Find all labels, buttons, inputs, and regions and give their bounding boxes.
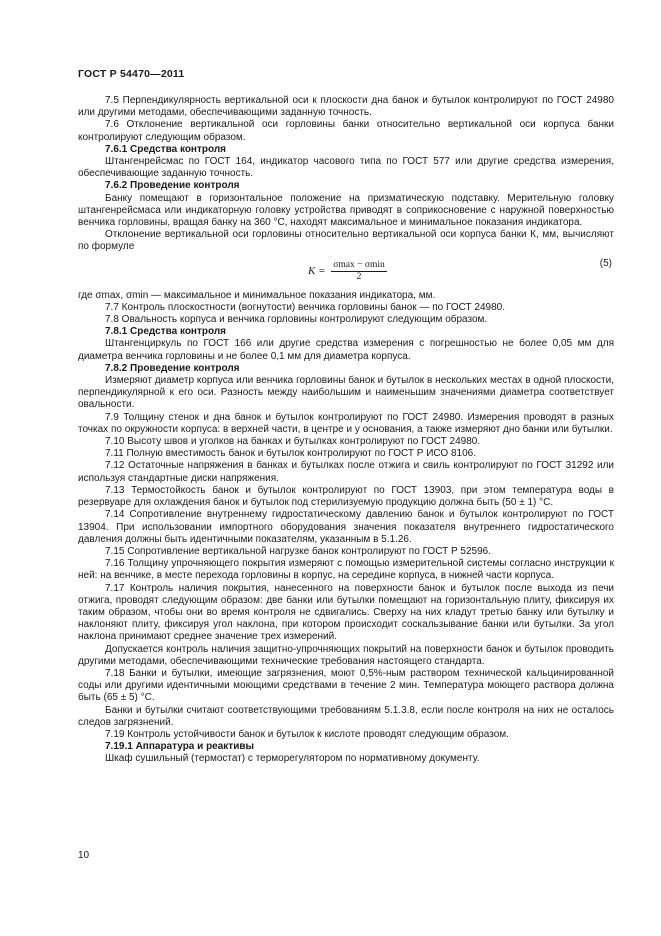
paragraph: 7.6 Отклонение вертикальной оси горловины банки относительно вертикальной оси корпуса банки контролируют следующим образом. <box>78 119 614 143</box>
paragraph: 7.17 Контроль наличия покрытия, нанесенного на поверхности банок и бутылок после выхода из печи отжига, проводят следующим образом: две банки или бутылки помещают на горизонтальную плиту, фиксируя их таким образом, чтобы они во время контроля не сдвигались. Сверху на них кладут третью банку или бутылку и наклоняют плиту, фиксируя угол наклона, при котором происходит соскальзывание банки или бутылки. За угол наклона принимают среднее значение трех измерений. <box>78 582 614 643</box>
paragraph: 7.5 Перпендикулярность вертикальной оси к плоскости дна банок и бутылок контролируют по ГОСТ 24980 или другими методами, обеспечивающими заданную точность. <box>78 95 614 119</box>
paragraph: 7.14 Сопротивление внутреннему гидростатическому давлению банок и бутылок контролируют по ГОСТ 13904. При использовании импортного оборудования значения показателя внутреннего гидростатического давления должны быть идентичными показателям, указанным в 5.1.26. <box>78 509 614 545</box>
paragraph: 7.13 Термостойкость банок и бутылок контролируют по ГОСТ 13903, при этом температура воды в резервуаре для охлаждения банок и бутылок под стерилизуемую продукцию должна быть (50 ± 1) °С. <box>78 484 614 509</box>
paragraph: 7.8 Овальность корпуса и венчика горловины контролируют следующим образом. <box>105 314 488 326</box>
document-header: ГОСТ Р 54470—2011 <box>78 68 185 80</box>
section-heading: 7.6.2 Проведение контроля <box>105 180 240 192</box>
paragraph: 7.19 Контроль устойчивости банок и бутылок к кислоте проводят следующим образом. <box>105 728 509 740</box>
formula-note: где σmax, σmin — максимальное и минимальное показания индикатора, мм. <box>78 289 436 301</box>
paragraph: Отклонение вертикальной оси горловины относительно вертикальной оси корпуса банки К, мм, вычисляют по формуле <box>78 229 614 253</box>
paragraph: Штангенрейсмас по ГОСТ 164, индикатор часового типа по ГОСТ 577 или другие средства измерения, обеспечивающие заданную точность. <box>78 156 614 180</box>
section-heading: 7.6.1 Средства контроля <box>105 143 227 155</box>
formula-5 <box>78 256 614 286</box>
formula-denominator: 2 <box>356 271 362 282</box>
paragraph: Измеряют диаметр корпуса или венчика горловины банок и бутылок в нескольких местах в одной плоскости, перпендикулярной к его оси. Разность между наибольшим и наименьшим значениями диаметра соответствует овальности. <box>78 375 614 411</box>
formula-fraction <box>331 260 387 283</box>
paragraph: 7.7 Контроль плоскостности (вогнутости) венчика горловины банок — по ГОСТ 24980. <box>105 301 505 313</box>
paragraph: 7.18 Банки и бутылки, имеющие загрязнения, моют 0,5%-ным раствором технической кальцинированной соды или другими идентичными моющими средствами в течение 2 мин. Температура моющего раствора должна быть (65 ± 5) °С. <box>78 667 614 704</box>
formula-expression <box>308 260 387 283</box>
paragraph: Штангенциркуль по ГОСТ 166 или другие средства измерения с погрешностью не более 0,05 мм для диаметра венчика горловины и не более 0,1 мм для диаметра корпуса. <box>78 338 614 362</box>
paragraph: 7.11 Полную вместимость банок и бутылок контролируют по ГОСТ Р ИСО 8106. <box>105 448 477 460</box>
formula-number: (5) <box>599 257 612 269</box>
paragraph: 7.15 Сопротивление вертикальной нагрузке банок контролируют по ГОСТ Р 52596. <box>105 545 492 557</box>
section-heading: 7.8.2 Проведение контроля <box>105 362 240 374</box>
paragraphs-section-a <box>78 95 614 254</box>
paragraph: 7.9 Толщину стенок и дна банок и бутылок контролируют по ГОСТ 24980. Измерения проводят в разных точках по окружности корпуса: в верхней части, в центре и у основания, а также измеряют дно банки или бутылки. <box>78 411 614 435</box>
section-heading: 7.8.1 Средства контроля <box>105 326 227 338</box>
paragraph: 7.16 Толщину упрочняющего покрытия измеряют с помощью измерительной системы согласно инструкции к ней: на венчике, в месте перехода горловины в корпус, на середине корпуса, в нижней части корпуса. <box>78 558 614 582</box>
page-number: 10 <box>78 850 90 861</box>
formula-lhs: K = <box>308 264 326 277</box>
paragraphs-section-b <box>78 302 614 766</box>
paragraph: 7.12 Остаточные напряжения в банках и бутылках после отжига и свиль контролируют по ГОСТ 31292 или используя стандартные диски напряжения. <box>78 460 614 484</box>
paragraph: Шкаф сушильный (термостат) с терморегулятором по нормативному документу. <box>105 753 480 765</box>
paragraph: 7.10 Высоту швов и уголков на банках и бутылках контролируют по ГОСТ 24980. <box>105 436 481 448</box>
section-heading: 7.19.1 Аппаратура и реактивы <box>105 741 255 753</box>
formula-numerator: σmax − σmin <box>333 259 385 270</box>
document-body <box>78 95 614 766</box>
paragraph: Банки и бутылки считают соответствующими требованиям 5.1.3.8, если после контроля на них не осталось следов загрязнений. <box>78 704 614 728</box>
paragraph: Банку помещают в горизонтальное положение на призматическую подставку. Мерительную головку штангенрейсмаса или индикаторную головку устройства приводят в соприкосновение с наружной поверхностью венчика горловины, вращая банку на 360 °С, находят максимальное и минимальное показания индикатора. <box>78 192 614 229</box>
paragraph: Допускается контроль наличия защитно-упрочняющих покрытий на поверхности банок и бутылок проводить другими методами, обеспечивающими технические требования настоящего стандарта. <box>78 643 614 667</box>
